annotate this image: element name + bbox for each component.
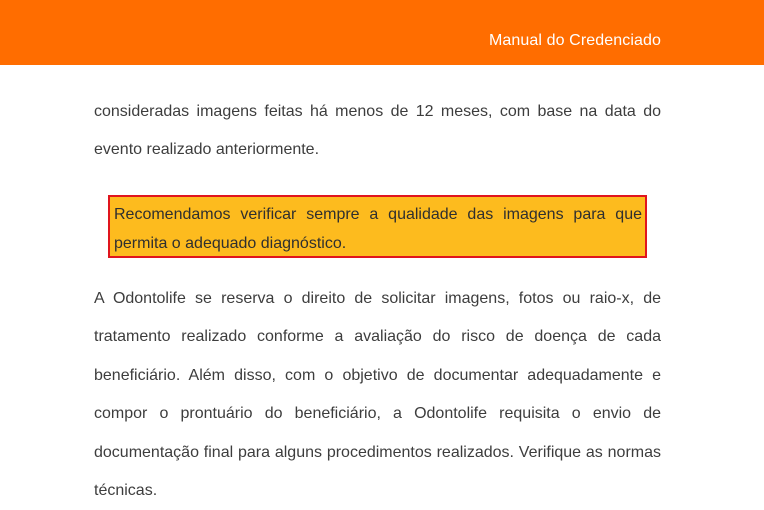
recommendation-callout [108, 195, 647, 258]
paragraph-image-validity: consideradas imagens feitas há menos de 12 meses, com base na data do evento realizado anteriormente. [94, 103, 661, 159]
body-section-top [94, 93, 661, 170]
body-section-bottom [94, 280, 661, 510]
document-title: Manual do Credenciado [489, 32, 661, 49]
paragraph-documentation-request: A Odontolife se reserva o direito de solicitar imagens, fotos ou raio-x, de tratamento realizado conforme a avaliação do risco de doença de cada beneficiário. Além disso, com o objetivo de documentar adequadamente e compor o prontuário do beneficiário, a Odontolife requisita o envio de documentação final para alguns procedimentos realizados. Verifique as normas técnicas. [94, 290, 661, 500]
page-header [0, 0, 764, 65]
callout-text: Recomendamos verificar sempre a qualidade das imagens para que permita o adequado diagnóstico. [114, 206, 642, 252]
